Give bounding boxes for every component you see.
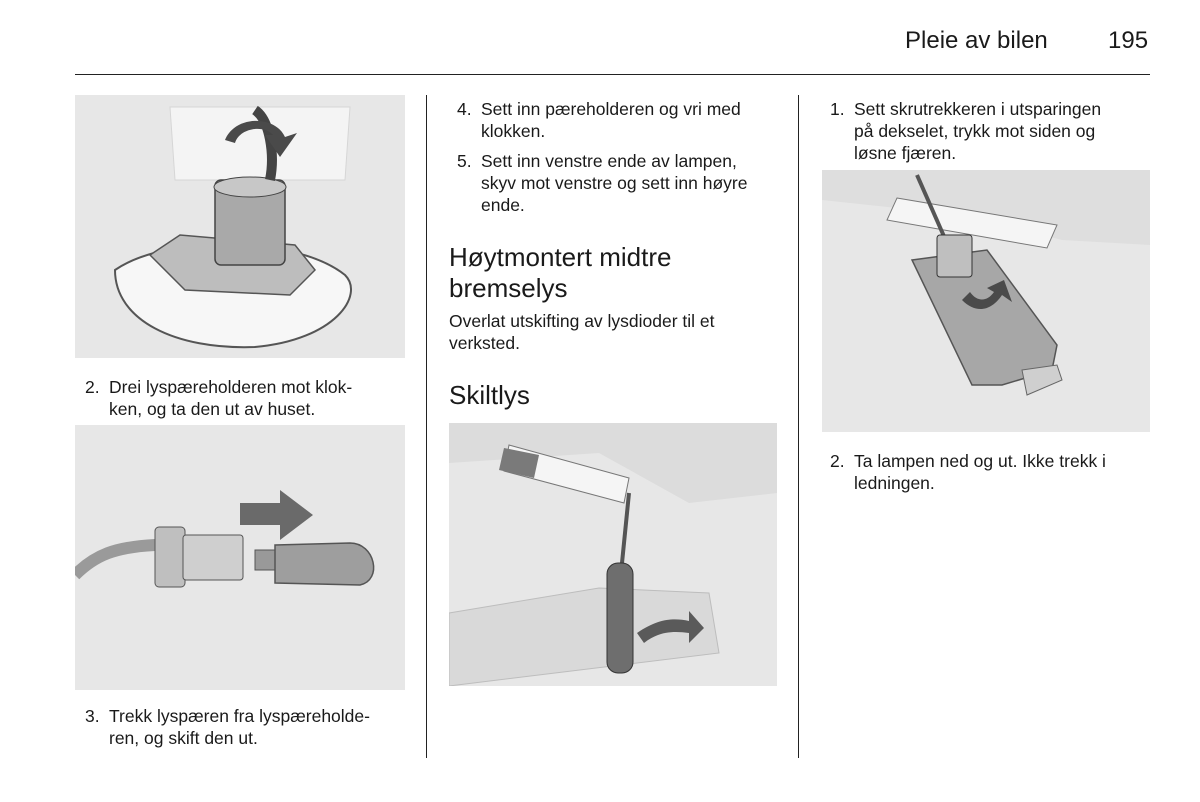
step-text-line: ren, og skift den ut. [109,728,258,748]
figure-remove-bulb [75,425,405,690]
step-text-line: Sett inn pæreholderen og vri med [481,99,741,119]
step-number: 3. [85,706,100,726]
figure-bulb-holder-rotate [75,95,405,358]
column-divider-right [798,95,799,758]
step-number: 1. [830,99,845,119]
figure-screwdriver-license-light [449,423,777,686]
step-text-line: ledningen. [854,473,935,493]
spring-release-illustration [822,170,1150,432]
page-header-title: Pleie av bilen [905,27,1048,54]
paragraph-line: verksted. [449,333,520,353]
section-heading-skiltlys: Skiltlys [449,380,530,410]
bulb-holder-illustration [75,95,405,358]
step-text-line: ken, og ta den ut av huset. [109,399,316,419]
section-heading-line: Høytmontert midtre [449,242,672,272]
step-text-line: klokken. [481,121,546,141]
step-text-line: Trekk lyspæren fra lyspæreholde- [109,706,370,726]
step-number: 2. [830,451,845,471]
page-number: 195 [1108,27,1149,54]
step-5-sett-inn-venstre-ende [457,150,787,216]
section-heading-bremselys [449,242,672,304]
screwdriver-illustration [449,423,777,686]
step-number: 5. [457,151,472,171]
section-body-bremselys [449,310,715,354]
section-heading-line: bremselys [449,273,568,303]
step-text-line: Sett skrutrekkeren i utsparingen [854,99,1102,119]
step-text-line: ende. [481,195,525,215]
step-2-drei-lyspaereholderen [85,376,415,420]
step-4-sett-inn-paereholderen [457,98,787,142]
column-divider-left [426,95,427,758]
step-number: 4. [457,99,472,119]
step-2-ta-lampen-ned [830,450,1160,494]
step-1-sett-skrutrekkeren [830,98,1160,164]
figure-release-spring [822,170,1150,432]
header-divider [75,74,1150,75]
bulb-removal-illustration [75,425,405,690]
step-text-line: på dekselet, trykk mot siden og [854,121,1096,141]
step-text-line: Drei lyspæreholderen mot klok- [109,377,353,397]
step-text-line: skyv mot venstre og sett inn høyre [481,173,748,193]
paragraph-line: Overlat utskifting av lysdioder til et [449,311,715,331]
step-number: 2. [85,377,100,397]
step-text-line: Ta lampen ned og ut. Ikke trekk i [854,451,1106,471]
step-text-line: løsne fjæren. [854,143,957,163]
step-text-line: Sett inn venstre ende av lampen, [481,151,737,171]
step-3-trekk-lyspaeren [85,705,425,749]
